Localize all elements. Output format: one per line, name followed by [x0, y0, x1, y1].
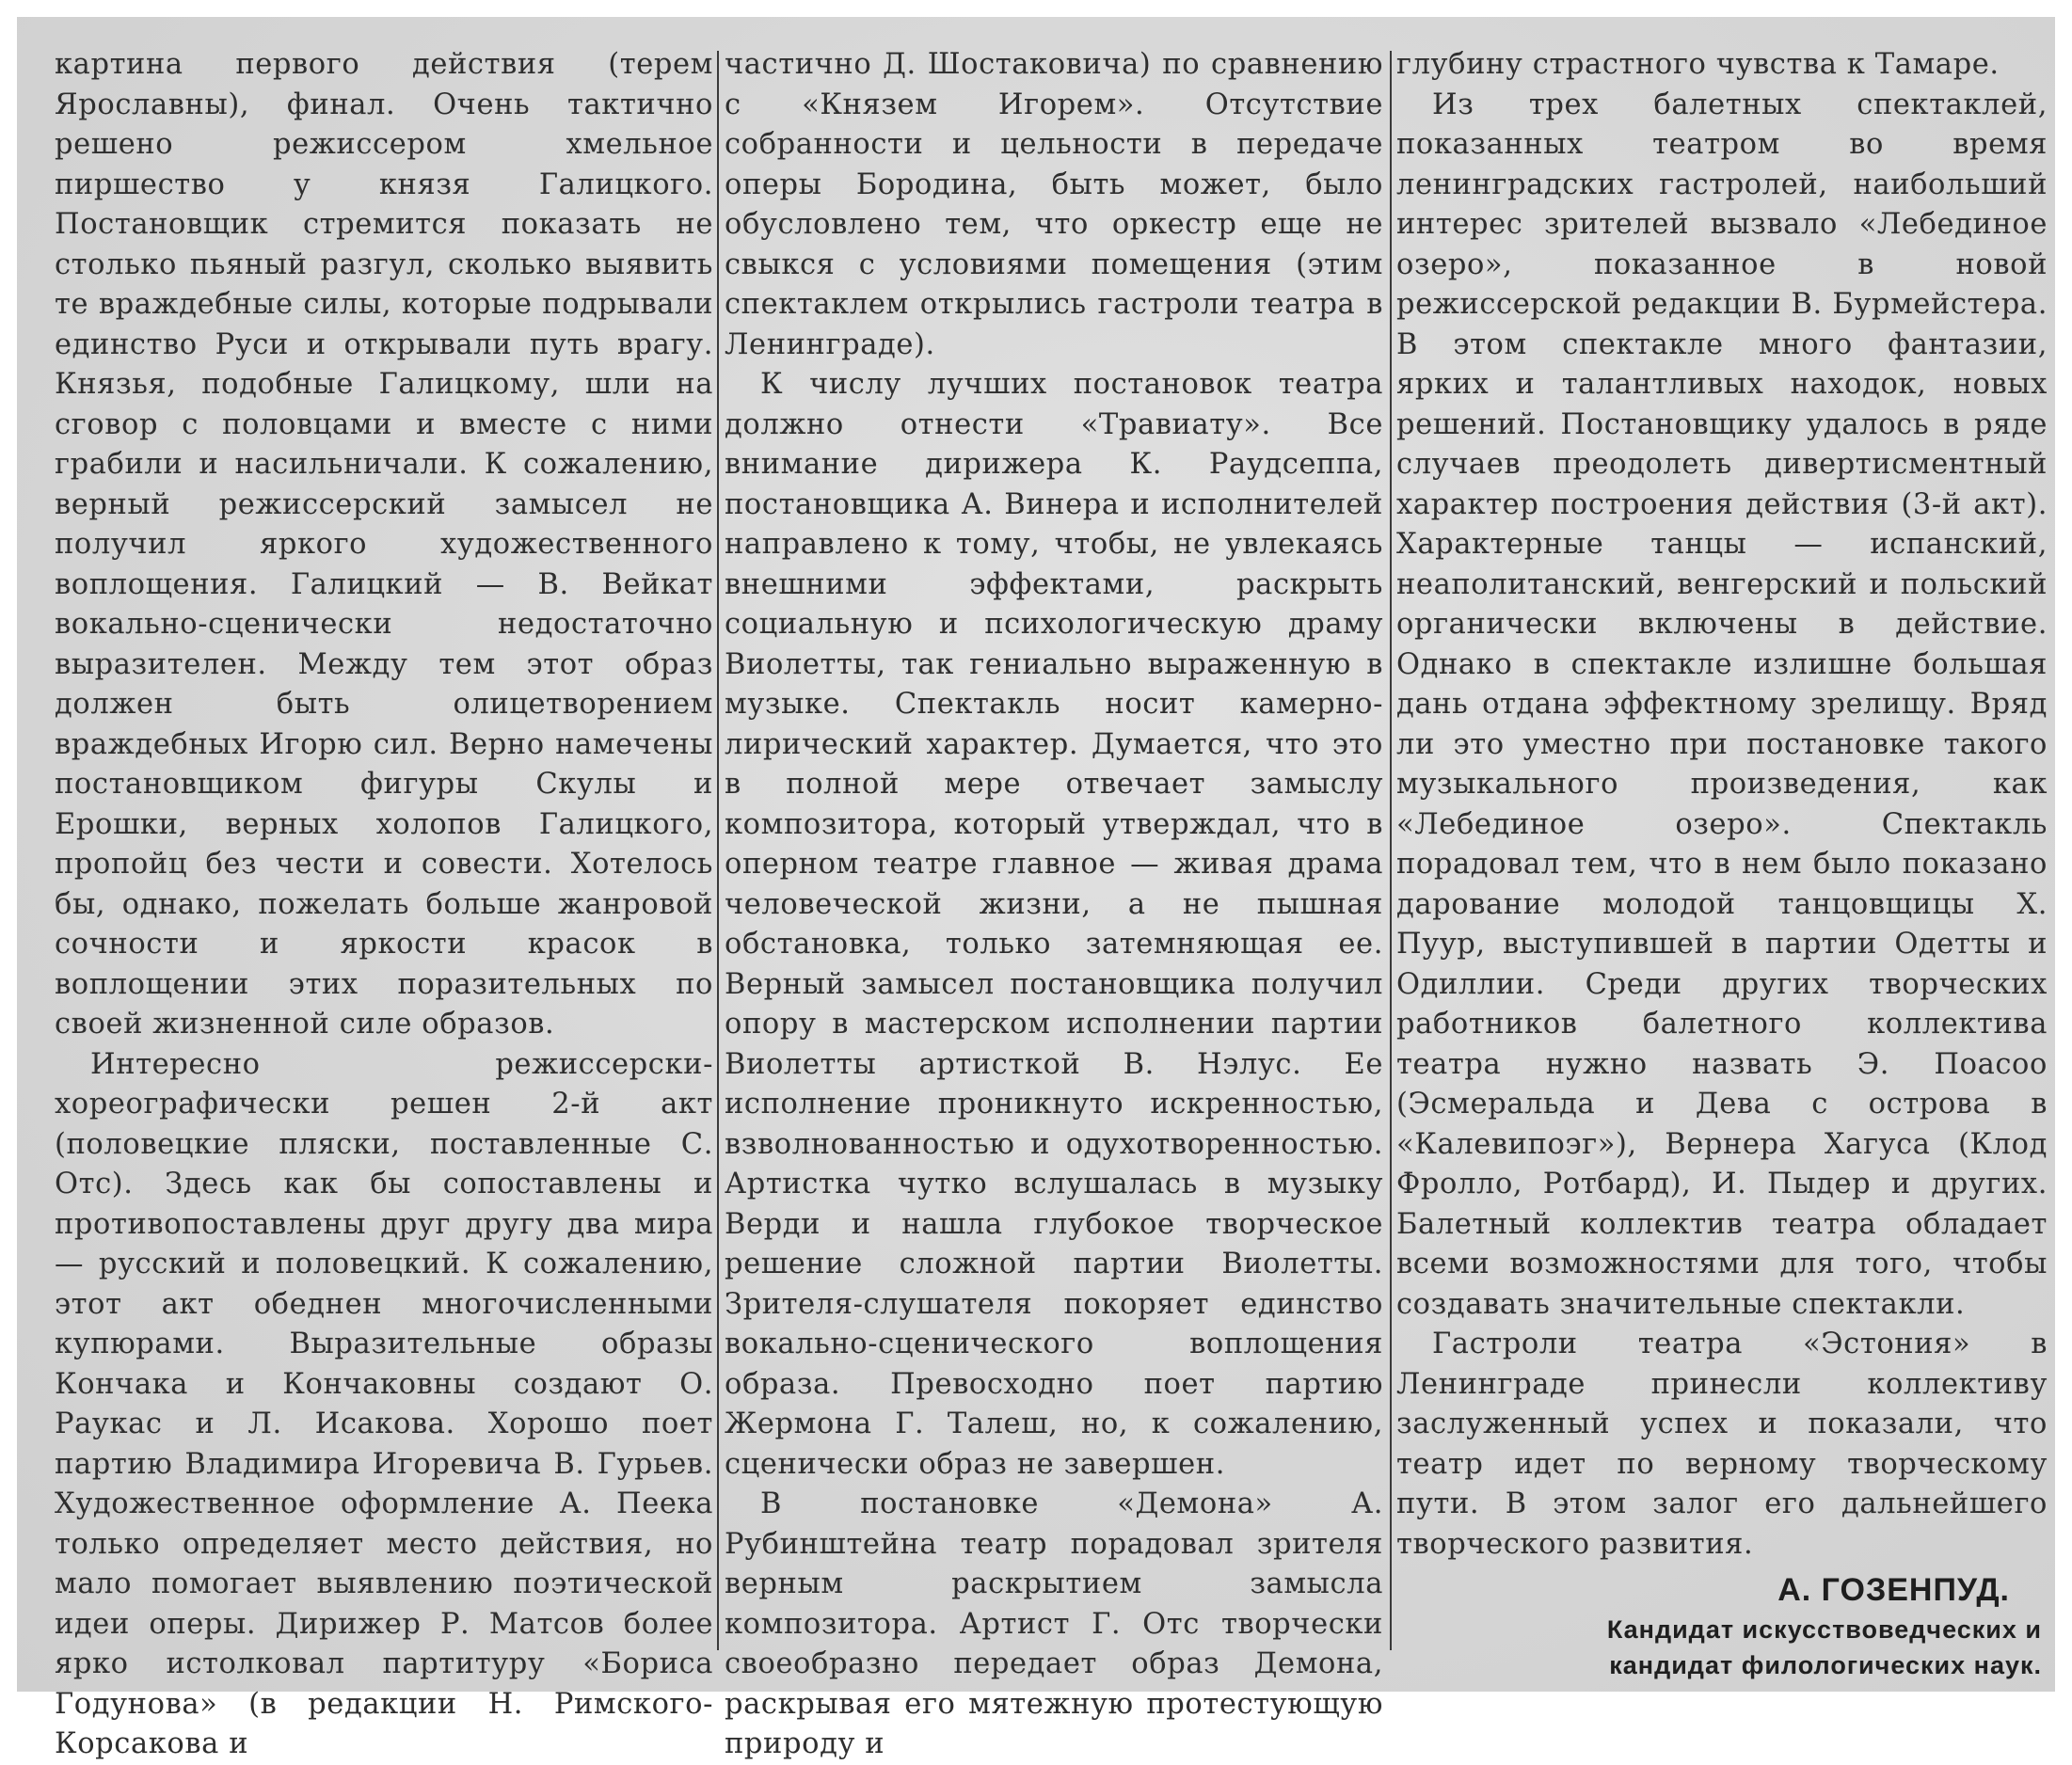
- author-credentials-line-2: кандидат филологических наук.: [1609, 1651, 2042, 1679]
- column-1-paragraph-1: картина первого действия (терем Ярославны), финал. Очень тактично решено режиссером хмельное пиршество у князя Галицкого. Постановщик стремится показать не столько пьяный разгул, сколько выявить те враждебные силы, которые подрывали единство Руси и открывали путь врагу. Князья, подобные Галицкому, шли на сговор с половцами и вместе с ними грабили и насильничали. К сожалению, верный режиссерский замысел не получил яркого художественного воплощения. Галицкий — В. Вейкат вокально-сценически недостаточно выразителен. Между тем этот образ должен быть олицетворением враждебных Игорю сил. Верно намечены постановщиком фигуры Скулы и Ерошки, верных холопов Галицкого, пропойц без чести и совести. Хотелось бы, однако, пожелать больше жанровой сочности и яркости красок в воплощении этих поразительных по своей жизненной силе образов.: [55, 48, 713, 1041]
- column-divider-1: [717, 51, 719, 1650]
- column-3-paragraph-2: Из трех балетных спектаклей, показанных театром во время ленинградских гастролей, наибольший интерес зрителей вызвало «Лебединое озеро», показанное в новой режиссерской редакции В. Бурмейстера. В этом спектакле много фантазии, ярких и талантливых находок, новых решений. Постановщику удалось в ряде случаев преодолеть дивертисментный характер построения действия (3-й акт). Характерные танцы — испанский, неаполитанский, венгерский и польский органически включены в действие. Однако в спектакле излишне большая дань отдана эффектному зрелищу. Вряд ли это уместно при постановке такого музыкального произведения, как «Лебединое озеро». Спектакль порадовал тем, что в нем было показано дарование молодой танцовщицы Х. Пуур, выступившей в партии Одетты и Одиллии. Среди других творческих работников балетного коллектива театра нужно назвать Э. Поасоо (Эсмеральда и Дева с острова в «Калевипоэг»), Вернера Хагуса (Клод Фролло, Ротбард), И. Пыдер и других. Балетный коллектив театра обладает всеми возможностями для того, чтобы создавать значительные спектакли.: [1396, 87, 2048, 1321]
- column-3-paragraph-1: глубину страстного чувства к Тамаре.: [1396, 48, 2000, 81]
- article-column-3: [1396, 45, 2048, 1683]
- article-column-2: [725, 45, 1383, 1765]
- author-credentials-line-1: Кандидат искусствоведческих и: [1606, 1615, 2042, 1644]
- column-2-paragraph-1: частично Д. Шостаковича) по сравнению с «Князем Игорем». Отсутствие собранности и цельности в передаче оперы Бородина, быть может, было обусловлено тем, что оркестр еще не свыкся с условиями помещения (этим спектаклем открылись гастроли театра в Ленинграде).: [725, 48, 1383, 361]
- column-1-paragraph-2: Интересно режиссерски-хореографически решен 2-й акт (половецкие пляски, поставленные С. Отс). Здесь как бы сопоставлены и противопоставлены друг другу два мира — русский и половецкий. К сожалению, этот акт обеднен многочисленными купюрами. Выразительные образы Кончака и Кончаковны создают О. Раукас и Л. Исакова. Хорошо поет партию Владимира Игоревича В. Гурьев. Художественное оформление А. Пеека только определяет место действия, но мало помогает выявлению поэтической идеи оперы. Дирижер Р. Матсов более ярко истолковал партитуру «Бориса Годунова» (в редакции Н. Римского-Корсакова и: [55, 1047, 713, 1760]
- column-2-paragraph-2: К числу лучших постановок театра должно отнести «Травиату». Все внимание дирижера К. Раудсеппа, постановщика А. Винера и исполнителей направлено к тому, чтобы, не увлекаясь внешними эффектами, раскрыть социальную и психологическую драму Виолетты, так гениально выраженную в музыке. Спектакль носит камерно-лирический характер. Думается, что это в полной мере отвечает замыслу композитора, который утверждал, что в оперном театре главное — живая драма человеческой жизни, а не пышная обстановка, только затемняющая ее. Верный замысел постановщика получил опору в мастерском исполнении партии Виолетты артисткой В. Нэлус. Ее исполнение проникнуто искренностью, взволнованностью и одухотворенностью. Артистка чутко вслушалась в музыку Верди и нашла глубокое творческое решение сложной партии Виолетты. Зрителя-слушателя покоряет единство вокально-сценического воплощения образа. Превосходно поет партию Жермона Г. Талеш, но, к сожалению, сценически образ не завершен.: [725, 368, 1383, 1481]
- column-3-paragraph-3: Гастроли театра «Эстония» в Ленинграде принесли коллективу заслуженный успех и показали, что театр идет по верному творческому пути. В этом залог его дальнейшего творческого развития.: [1396, 1328, 2048, 1561]
- article-column-1: [55, 45, 713, 1765]
- newspaper-clipping: [17, 17, 2055, 1760]
- column-divider-2: [1390, 51, 1392, 1650]
- column-2-paragraph-3: В постановке «Демона» А. Рубинштейна театр порадовал зрителя верным раскрытием замысла композитора. Артист Г. Отс творчески своеобразно передает образ Демона, раскрывая его мятежную протестующую природу и: [725, 1487, 1383, 1760]
- author-name: А. ГОЗЕНПУД.: [1777, 1572, 2010, 1608]
